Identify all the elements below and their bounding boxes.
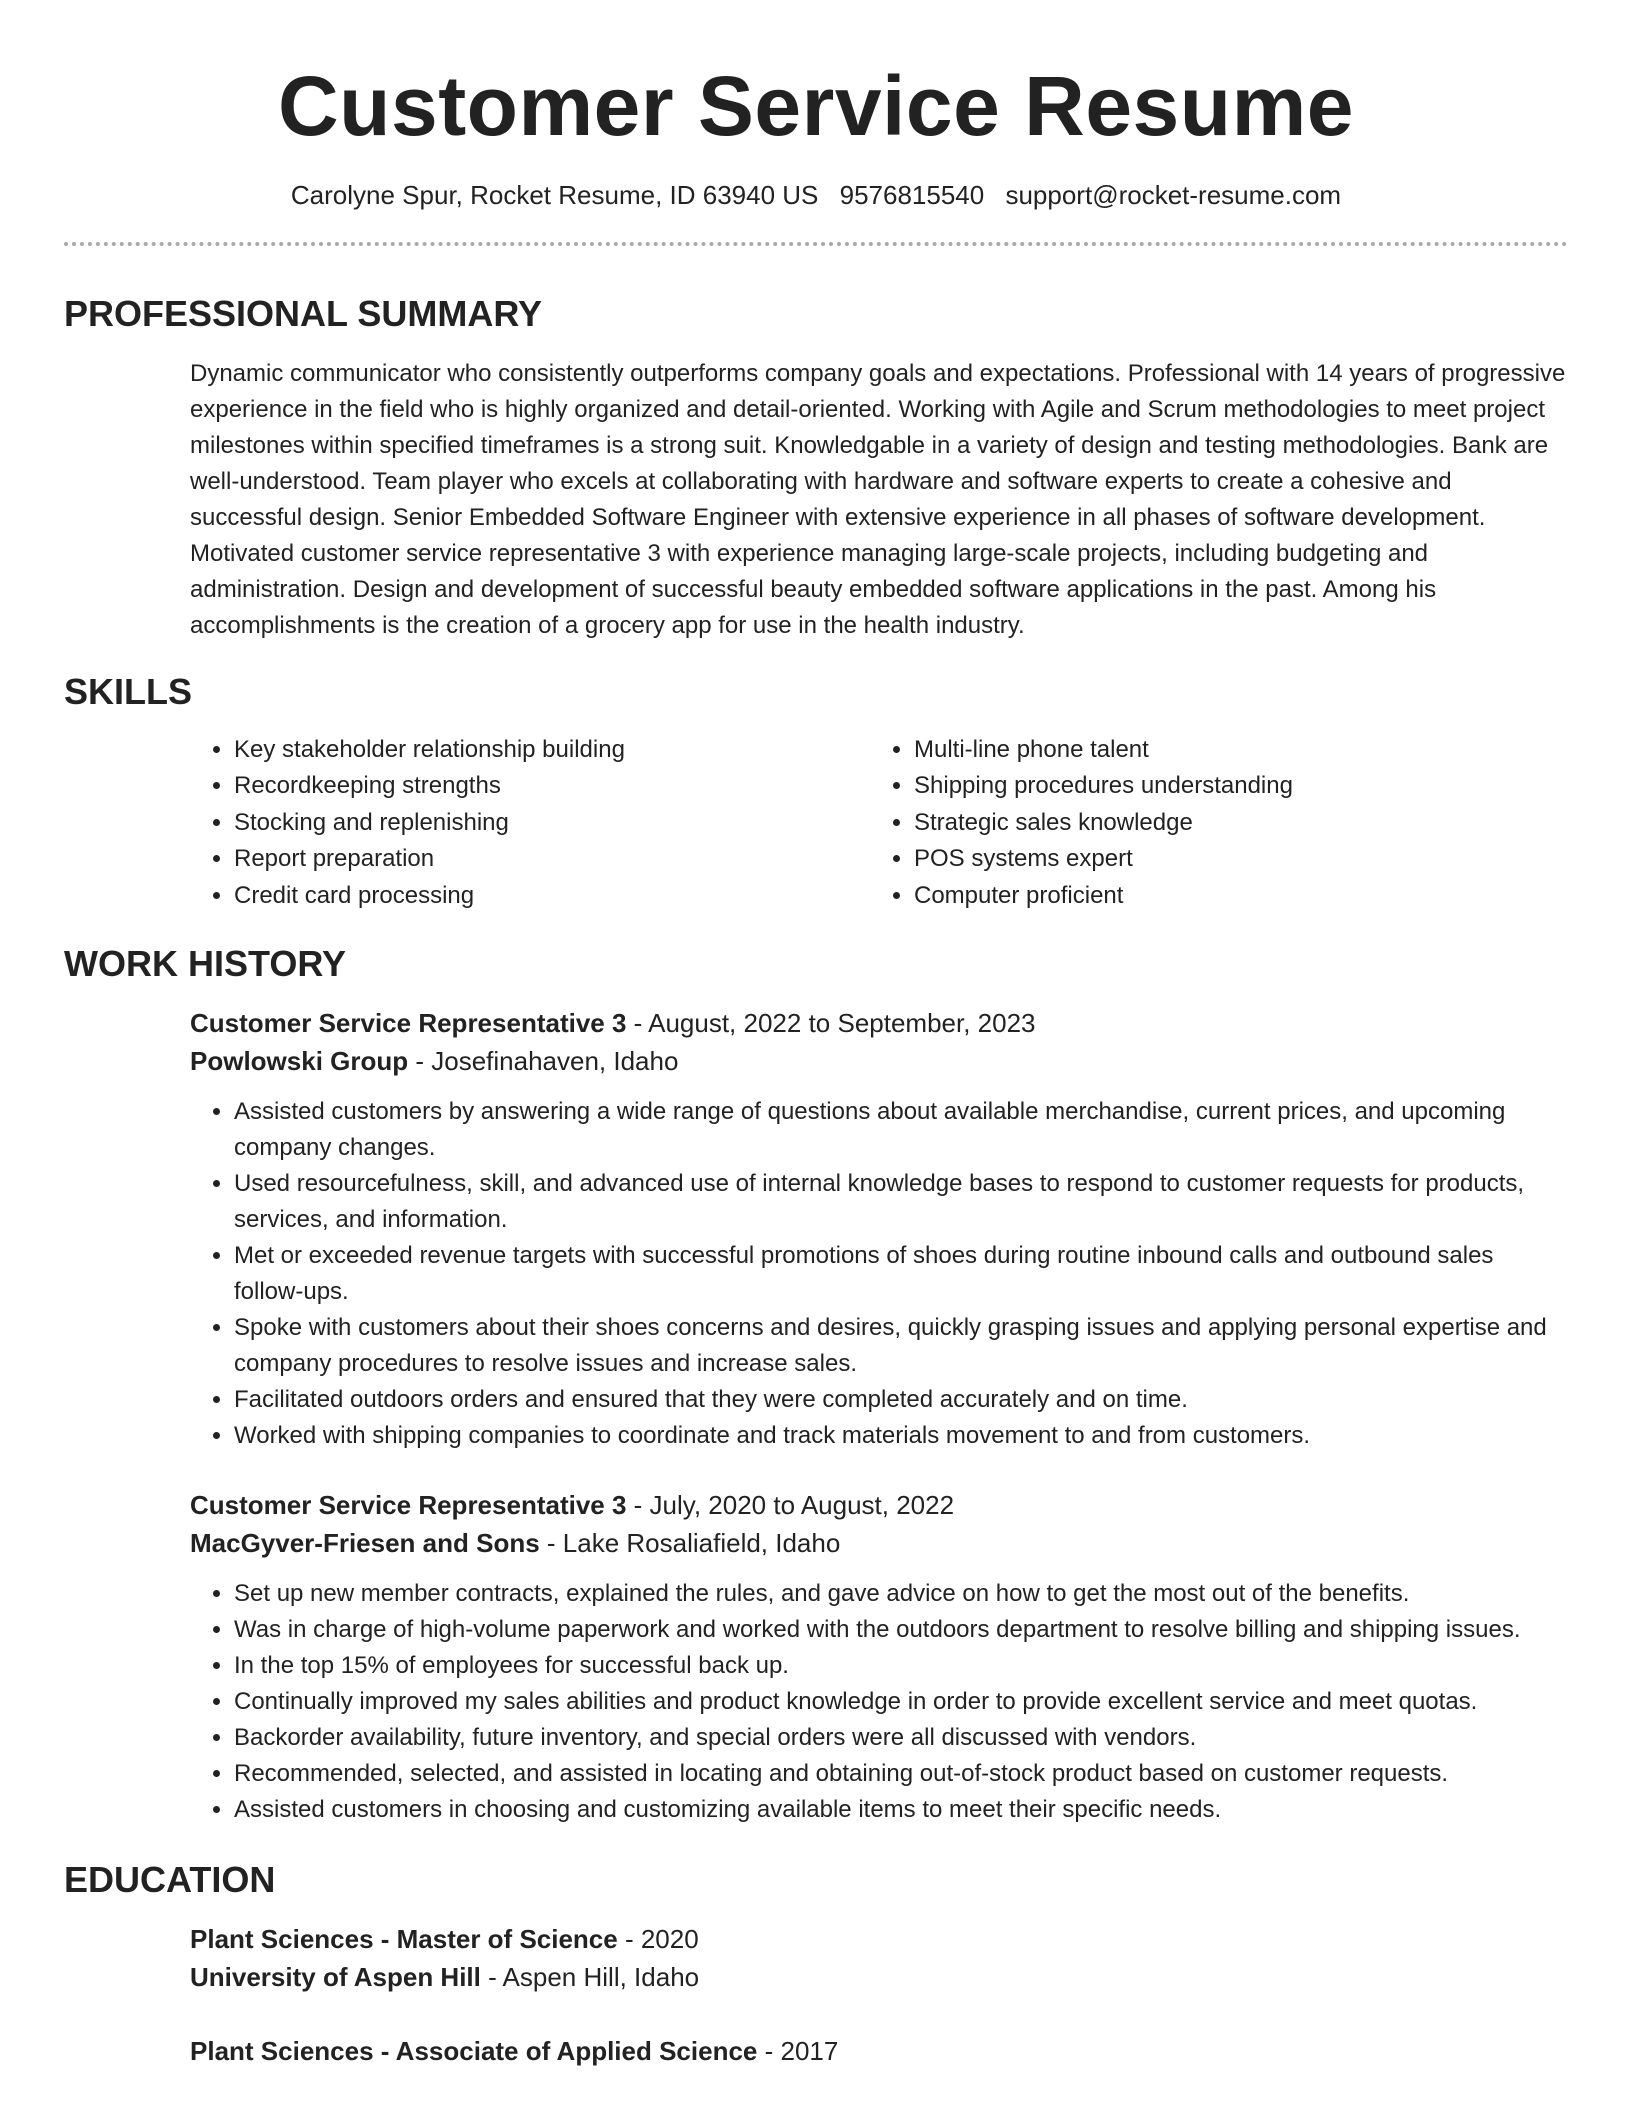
- skill-item: • Computer proficient: [914, 878, 1293, 914]
- work-section: [64, 942, 1568, 1828]
- skill-item: • POS systems expert: [914, 841, 1293, 877]
- skills-column-left: [190, 732, 870, 914]
- job-company: MacGyver-Friesen and Sons: [190, 1528, 540, 1559]
- work-heading: WORK HISTORY: [64, 943, 347, 985]
- job-duty: • Facilitated outdoors orders and ensured that they were completed accurately and on time.: [234, 1382, 1568, 1418]
- job-duty: • In the top 15% of employees for successful back up.: [234, 1648, 1568, 1684]
- job-dates: - August, 2022 to September, 2023: [626, 1008, 1036, 1039]
- job-duties: [190, 1576, 1568, 1828]
- education-degree: Plant Sciences - Master of Science: [190, 1924, 618, 1955]
- job-duty: • Set up new member contracts, explained the rules, and gave advice on how to get the most out of the benefits.: [234, 1576, 1568, 1612]
- skill-item: • Multi-line phone talent: [914, 732, 1293, 768]
- contact-line: [64, 178, 1568, 212]
- skills-section: [64, 670, 1568, 914]
- skill-item: • Key stakeholder relationship building: [234, 732, 870, 768]
- education-entry: [190, 1920, 1568, 1996]
- job-location: - Lake Rosaliafield, Idaho: [539, 1528, 841, 1559]
- job-title: Customer Service Representative 3: [190, 1490, 627, 1521]
- job-duty: • Was in charge of high-volume paperwork and worked with the outdoors department to resolve billing and shipping issues.: [234, 1612, 1568, 1648]
- job-duties: [190, 1094, 1568, 1454]
- education-entry: [190, 2032, 1568, 2070]
- summary-heading: PROFESSIONAL SUMMARY: [64, 293, 543, 334]
- education-degree: Plant Sciences - Associate of Applied Science: [190, 2036, 758, 2067]
- education-degree-line: [190, 1920, 1568, 1958]
- job-duty: • Recommended, selected, and assisted in locating and obtaining out-of-stock product based on customer requests.: [234, 1756, 1568, 1792]
- job-duty: • Assisted customers in choosing and customizing available items to meet their specific needs.: [234, 1792, 1568, 1828]
- job-location: - Josefinahaven, Idaho: [408, 1046, 679, 1077]
- job-duty: • Assisted customers by answering a wide range of questions about available merchandise, current prices, and upcoming company changes.: [234, 1094, 1568, 1166]
- education-year: - 2020: [617, 1924, 699, 1955]
- job-duty: • Continually improved my sales abilities and product knowledge in order to provide excellent service and meet quotas.: [234, 1684, 1568, 1720]
- education-year: - 2017: [757, 2036, 839, 2067]
- job-duty: • Worked with shipping companies to coordinate and track materials movement to and from customers.: [234, 1418, 1568, 1454]
- skill-item: • Stocking and replenishing: [234, 805, 870, 841]
- contact-email: support@rocket-resume.com: [1005, 180, 1342, 210]
- job-company-line: [190, 1524, 1568, 1562]
- job-duty: • Spoke with customers about their shoes concerns and desires, quickly grasping issues and applying personal expertise and company procedures to resolve issues and increase sales.: [234, 1310, 1568, 1382]
- skill-item: • Report preparation: [234, 841, 870, 877]
- job-duty: • Used resourcefulness, skill, and advanced use of internal knowledge bases to respond to customer requests for products, services, and information.: [234, 1166, 1568, 1238]
- resume-title: Customer Service Resume: [278, 59, 1354, 153]
- contact-address: Carolyne Spur, Rocket Resume, ID 63940 US: [290, 180, 819, 210]
- job-title-line: [190, 1486, 1568, 1524]
- education-location: - Aspen Hill, Idaho: [480, 1962, 700, 1993]
- summary-section: [64, 292, 1568, 644]
- skills-list: [190, 732, 1568, 914]
- summary-text: Dynamic communicator who consistently outperforms company goals and expectations. Professional with 14 years of progressive experience in the field who is highly organized and detail-oriented. Working with Agile and Scrum methodologies to meet project milestones within specified timeframes is a strong suit. Knowledgable in a variety of design and testing methodologies. Bank are well-understood. Team player who excels at collaborating with hardware and software experts to create a cohesive and successful design. Senior Embedded Software Engineer with extensive experience in all phases of software development. Motivated customer service representative 3 with experience managing large-scale projects, including budgeting and administration. Design and development of successful beauty embedded software applications in the past. Among his accomplishments is the creation of a grocery app for use in the health industry.: [190, 360, 1566, 639]
- header-divider: [64, 242, 1568, 246]
- skills-heading: SKILLS: [64, 671, 193, 712]
- job-entry: [190, 1486, 1568, 1828]
- job-company: Powlowski Group: [190, 1046, 409, 1077]
- skills-column-right: [870, 732, 1293, 914]
- job-duty: • Met or exceeded revenue targets with successful promotions of shoes during routine inbound calls and outbound sales follow-ups.: [234, 1238, 1568, 1310]
- job-duty: • Backorder availability, future inventory, and special orders were all discussed with vendors.: [234, 1720, 1568, 1756]
- job-company-line: [190, 1042, 1568, 1080]
- job-title: Customer Service Representative 3: [190, 1008, 627, 1039]
- job-entry: [190, 1004, 1568, 1454]
- education-school-line: [190, 1958, 1568, 1996]
- education-heading: EDUCATION: [64, 1859, 276, 1901]
- education-school: University of Aspen Hill: [190, 1962, 481, 1993]
- skill-item: • Recordkeeping strengths: [234, 768, 870, 804]
- skill-item: • Shipping procedures understanding: [914, 768, 1293, 804]
- skill-item: • Strategic sales knowledge: [914, 805, 1293, 841]
- job-title-line: [190, 1004, 1568, 1042]
- education-section: [64, 1858, 1568, 2070]
- education-degree-line: [190, 2032, 1568, 2070]
- skill-item: • Credit card processing: [234, 878, 870, 914]
- resume-page: [64, 0, 1568, 2070]
- job-dates: - July, 2020 to August, 2022: [626, 1490, 955, 1521]
- contact-phone: 9576815540: [839, 180, 985, 210]
